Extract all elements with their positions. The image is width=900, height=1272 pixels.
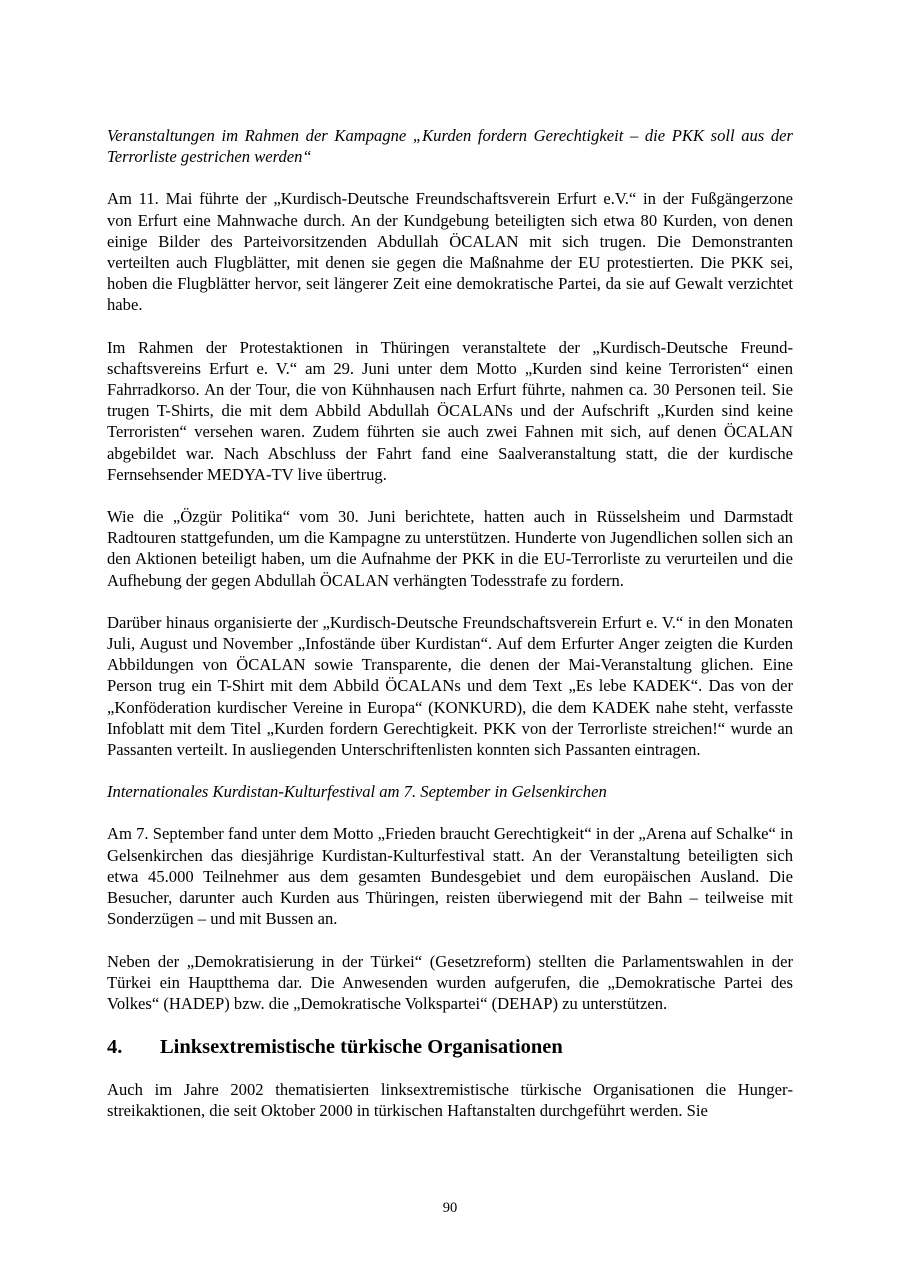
paragraph-hunger-strikes: Auch im Jahre 2002 thematisierten linksextremistische türkische Organisationen die Hungerstreikaktionen, die seit Oktober 2000 in türkischen Haftanstalten durchgeführt werden. Sie <box>107 1080 793 1121</box>
subheading-culture-festival: Internationales Kurdistan-Kulturfestival am 7. September in Gelsenkirchen <box>107 782 607 802</box>
paragraph-bicycle-parade: Im Rahmen der Protestaktionen in Thüringen veranstaltete der „Kurdisch-Deutsche Freundschaftsvereins Erfurt e. V.“ am 29. Juni unter dem Motto „Kurden sind keine Terroristen“ einen Fahrradkorso. An der Tour, die von Kühnhausen nach Erfurt führte, nahmen ca. 30 Personen teil. Sie trugen T-Shirts, die mit dem Abbild Abdullah ÖCALANs und der Aufschrift „Kurden sind keine Terroristen“ versehen waren. Zudem führten sie auch zwei Fahnen mit sich, auf denen ÖCALAN abgebildet war. Nach Abschluss der Fahrt fand eine Saalveranstaltung statt, die der kurdische Fernsehsender MEDYA-TV live übertrug. <box>107 337 793 484</box>
paragraph-parliamentary-elections: Neben der „Demokratisierung in der Türkei“ (Gesetzreform) stellten die Parlamentswahlen in der Türkei ein Hauptthema dar. Die Anwesenden wurden aufgerufen, die „Demokratische Partei des Volkes“ (HADEP) bzw. die „Demokratische Volkspartei“ (DEHAP) zu unterstützen. <box>107 951 793 1013</box>
subheading-campaign-events: Veranstaltungen im Rahmen der Kampagne „Kurden fordern Gerechtigkeit – die PKK soll aus der Terrorliste gestrichen werden“ <box>107 126 793 167</box>
paragraph-festival-gelsenkirchen: Am 7. September fand unter dem Motto „Frieden braucht Gerechtigkeit“ in der „Arena auf Schalke“ in Gelsenkirchen das diesjährige Kurdistan-Kulturfestival statt. An der Veranstaltung beteiligten sich etwa 45.000 Teilnehmer aus dem gesamten Bundesgebiet und dem europäischen Ausland. Die Besucher, darunter auch Kurden aus Thüringen, reisten überwiegend mit der Bahn – teilweise mit Sonderzügen – und mit Bussen an. <box>107 824 793 929</box>
section-number: 4. <box>107 1036 123 1059</box>
section-heading <box>107 1035 793 1059</box>
page-number: 90 <box>442 1200 458 1216</box>
section-title: Linksextremistische türkische Organisationen <box>160 1036 563 1059</box>
document-page <box>107 125 793 1143</box>
paragraph-ozgur-politika-report: Wie die „Özgür Politika“ vom 30. Juni berichtete, hatten auch in Rüsselsheim und Darmstadt Radtouren stattgefunden, um die Kampagne zu unterstützen. Hunderte von Jugendlichen sollen sich an den Aktionen beteiligt haben, um die Aufnahme der PKK in die EU-Terrorliste zu verurteilen und die Aufhebung der gegen Abdullah ÖCALAN verhängten Todesstrafe zu fordern. <box>107 507 793 590</box>
paragraph-vigil-erfurt: Am 11. Mai führte der „Kurdisch-Deutsche Freundschaftsverein Erfurt e.V.“ in der Fußgängerzone von Erfurt eine Mahnwache durch. An der Kundgebung beteiligten sich etwa 80 Kurden, von denen einige Bilder des Parteivorsitzenden Abdullah ÖCALAN mit sich trugen. Die Demonstranten verteilten auch Flugblätter, mit denen sie gegen die Maßnahme der EU protestierten. Die PKK sei, hoben die Flugblätter hervor, seit längerer Zeit eine demokratische Partei, da sie auf Gewalt verzichtet habe. <box>107 189 793 315</box>
paragraph-info-stands: Darüber hinaus organisierte der „Kurdisch-Deutsche Freundschaftsverein Erfurt e. V.“ in den Monaten Juli, August und November „Infostände über Kurdistan“. Auf dem Erfurter Anger zeigten die Kurden Abbildungen von ÖCALAN sowie Transparente, die denen der Mai-Veranstaltung glichen. Eine Person trug ein T-Shirt mit dem Abbild ÖCALANs und dem Text „Es lebe KADEK“. Das von der „Konföderation kurdischer Vereine in Europa“ (KONKURD), die dem KADEK nahe steht, verfasste Infoblatt mit dem Titel „Kurden fordern Gerechtigkeit. PKK von der Terrorliste streichen!“ wurde an Passanten verteilt. In ausliegenden Unterschriftenlisten konnten sich Passanten eintragen. <box>107 612 793 760</box>
